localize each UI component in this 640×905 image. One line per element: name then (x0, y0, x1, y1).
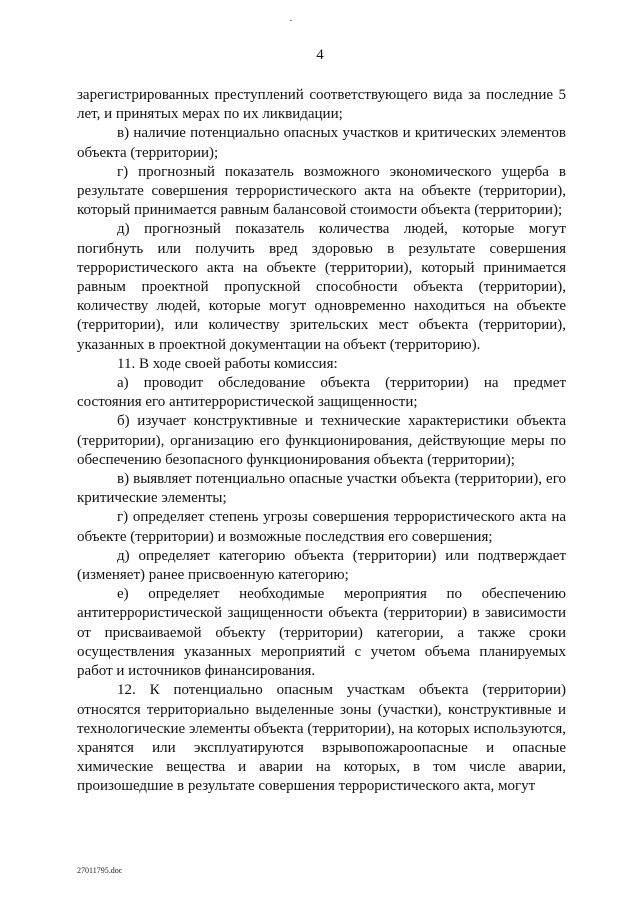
paragraph: зарегистрированных преступлений соответствующего вида за последние 5 лет, и принятых мерах по их ликвидации; (77, 87, 566, 123)
footer-filename: 27011795.doc (77, 866, 123, 875)
paragraph: в) выявляет потенциально опасные участки объекта (территории), его критические элементы; (77, 471, 566, 507)
paragraph: в) наличие потенциально опасных участков и критических элементов объекта (территории); (77, 125, 566, 161)
paragraph: г) прогнозный показатель возможного экономического ущерба в результате совершения террористического акта на объекте (территории), который принимается равным балансовой стоимости объекта (территории); (77, 163, 566, 219)
document-body (77, 86, 566, 797)
scan-artifact (290, 20, 292, 21)
paragraph: 12. К потенциально опасным участкам объекта (территории) относятся территориально выделенные зоны (участки), конструктивные и технологические элементы объекта (территории), на которых используются, хранятся или эксплуатируются взрывопожароопасные и опасные химические вещества и аварии на которых, в том числе аварии, произошедшие в результате совершения террористического акта, могут (77, 682, 566, 795)
paragraph: д) прогнозный показатель количества людей, которые могут погибнуть или получить вред здоровью в результате совершения террористического акта на объекте (территории), который принимается равным проектной пропускной способности объекта (территории), количеству людей, которые могут одновременно находиться на объекте (территории), или количеству зрительских мест объекта (территории), указанных в проектной документации на объект (территорию). (77, 221, 566, 353)
paragraph: б) изучает конструктивные и технические характеристики объекта (территории), организацию его функционирования, действующие меры по обеспечению безопасного функционирования объекта (территории); (77, 413, 566, 468)
paragraph: д) определяет категорию объекта (территории) или подтверждает (изменяет) ранее присвоенную категорию; (77, 547, 566, 584)
page-number: 4 (316, 47, 324, 63)
paragraph: е) определяет необходимые мероприятия по обеспечению антитеррористической защищенности объекта (территории) в зависимости от присваиваемой объекту (территории) категории, а также сроки осуществления указанных мероприятий с учетом объема планируемых работ и источников финансирования. (77, 586, 566, 680)
paragraph: 11. В ходе своей работы комиссия: (117, 355, 338, 372)
paragraph: а) проводит обследование объекта (территории) на предмет состояния его антитеррористической защищенности; (77, 375, 566, 411)
paragraph: г) определяет степень угрозы совершения террористического акта на объекте (территории) и возможные последствия его совершения; (77, 509, 566, 545)
